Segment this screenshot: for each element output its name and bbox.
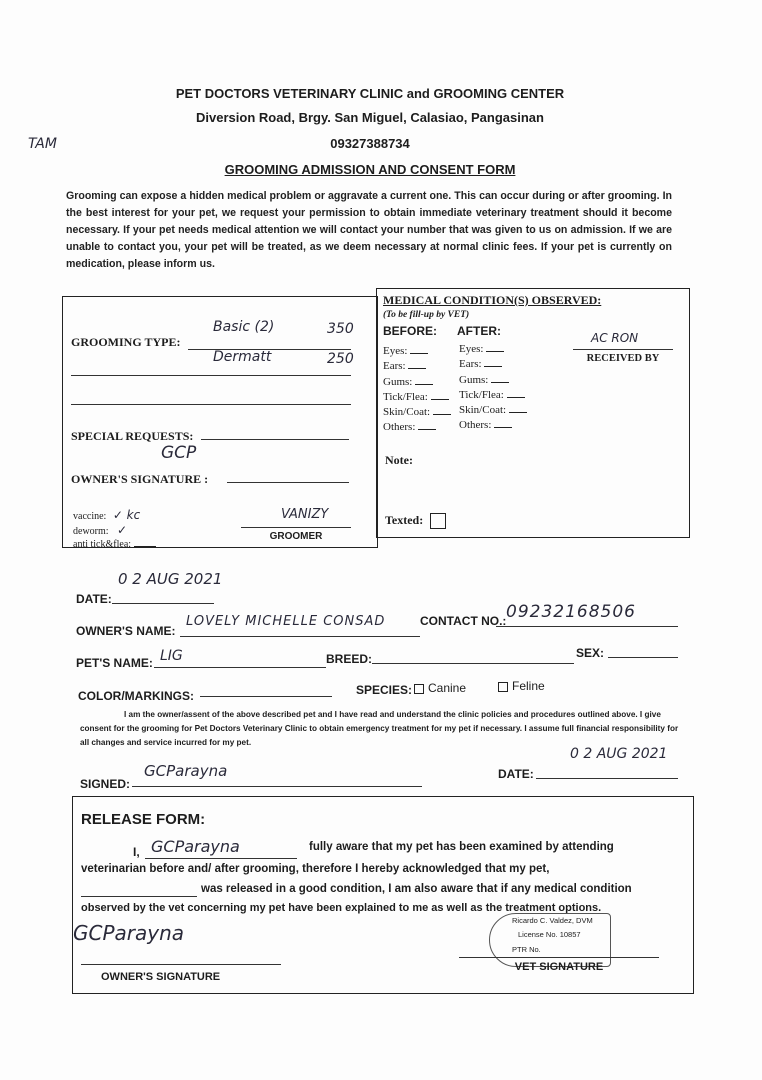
species-label: SPECIES: [356, 683, 413, 697]
grooming-box [62, 296, 378, 548]
groomer-signature: VANIZY [281, 507, 329, 522]
species-feline-option[interactable] [498, 679, 545, 693]
after-skin: Skin/Coat: [459, 403, 527, 418]
clinic-name: PET DOCTORS VETERINARY CLINIC and GROOMING CENTER [175, 86, 565, 101]
release-line4: observed by the vet concerning my pet have been explained to me as well as the treatment options. [81, 902, 602, 914]
owner-initials: GCP [161, 443, 197, 463]
contact-label: CONTACT NO.: [420, 614, 507, 628]
date-value: 0 2 AUG 2021 [118, 570, 223, 588]
antitick-label: anti tick&flea: [73, 539, 132, 550]
after-tick: Tick/Flea: [459, 388, 527, 403]
vaccine-row [73, 508, 140, 522]
texted-label: Texted: [385, 513, 424, 527]
canine-label: Canine [428, 681, 467, 695]
before-tick: Tick/Flea: [383, 390, 451, 405]
owner-name-label: OWNER'S NAME: [76, 624, 176, 638]
deworm-label: deworm: [73, 526, 109, 537]
release-i-label: I, [133, 845, 140, 859]
release-line3: was released in a good condition, I am also aware that if any medical condition [201, 883, 632, 895]
after-eyes: Eyes: [459, 342, 527, 357]
received-by-signature: AC RON [591, 331, 639, 345]
before-eyes: Eyes: [383, 344, 451, 359]
signed-date-label: DATE: [498, 767, 534, 781]
texted-checkbox[interactable] [430, 513, 446, 529]
special-requests-label: SPECIAL REQUESTS: [71, 429, 194, 443]
release-form-box [72, 796, 694, 994]
date-label: DATE: [76, 592, 112, 606]
consent-paragraph: I am the owner/assent of the above described pet and I have read and understand the clinic policies and procedures outlined above. I give consent for the grooming for Pet Doctors Veterinary Clinic to obtain emergency treatment for my pet if necessary. I assume full financial responsibility for all changes and service incurred for my pet. [80, 710, 679, 747]
antitick-row [73, 538, 156, 550]
before-conditions [383, 344, 451, 436]
grooming-type-label: GROOMING TYPE: [71, 335, 181, 349]
medical-condition-box [376, 288, 690, 538]
breed-label: BREED: [326, 652, 373, 666]
clinic-address: Diversion Road, Brgy. San Miguel, Calasiao, Pangasinan [196, 110, 544, 125]
groomer-label: GROOMER [269, 531, 323, 542]
after-conditions [459, 342, 527, 434]
sex-label: SEX: [576, 646, 605, 660]
canine-checkbox[interactable] [414, 684, 424, 694]
before-ears: Ears: [383, 359, 451, 374]
release-name-value: GCParayna [151, 837, 240, 856]
after-label: AFTER: [457, 324, 501, 338]
stamp-ptr: PTR No. [512, 945, 541, 954]
before-others: Others: [383, 420, 451, 435]
contact-value: 09232168506 [506, 602, 636, 622]
after-gums: Gums: [459, 373, 527, 388]
clinic-phone: 09327388734 [330, 136, 410, 151]
stamp-name: Ricardo C. Valdez, DVM [512, 916, 593, 925]
release-line1: fully aware that my pet has been examined by attending [309, 841, 614, 853]
deworm-value: ✓ [117, 523, 128, 537]
release-owner-signature: GCParayna [73, 921, 185, 945]
release-owner-signature-label: OWNER'S SIGNATURE [101, 971, 221, 983]
species-canine-option[interactable] [414, 681, 466, 695]
grooming-item-2: Dermatt [213, 349, 272, 365]
note-label: Note: [385, 453, 413, 467]
before-skin: Skin/Coat: [383, 405, 451, 420]
intro-paragraph: Grooming can expose a hidden medical problem or aggravate a current one. This can occur during or after grooming. In the best interest for your pet, we request your permission to obtain immediate veterinary treatment should it become necessary. If your pet needs medical attention we will contact your number that was given to us on admission. If we are unable to contact you, your pet will be treated, as we deem necessary at normal clinic fees. If your pet is currently on medication, please inform us. [66, 190, 672, 270]
vet-stamp [489, 913, 611, 967]
before-label: BEFORE: [383, 324, 437, 338]
deworm-row [73, 523, 127, 537]
vaccine-value: ✓ kc [112, 508, 141, 522]
stamp-license: License No. 10857 [518, 930, 581, 939]
received-by-label: RECEIVED BY [586, 353, 660, 364]
after-ears: Ears: [459, 357, 527, 372]
owner-signature-label: OWNER'S SIGNATURE : [71, 472, 209, 486]
feline-label: Feline [512, 679, 545, 693]
vaccine-label: vaccine: [73, 511, 107, 522]
signed-label: SIGNED: [80, 777, 131, 791]
medical-subtitle: (To be fill-up by VET) [383, 310, 470, 320]
grooming-price-1: 350 [327, 321, 354, 337]
before-gums: Gums: [383, 375, 451, 390]
pet-name-label: PET'S NAME: [76, 656, 153, 670]
texted-row [385, 513, 446, 529]
grooming-item-1: Basic (2) [213, 319, 275, 335]
owner-name-value: LOVELY MICHELLE CONSAD [186, 614, 386, 629]
margin-note: TAM [28, 136, 57, 152]
signed-value: GCParayna [144, 762, 228, 780]
medical-title: MEDICAL CONDITION(S) OBSERVED: [383, 293, 602, 307]
signed-date-value: 0 2 AUG 2021 [570, 746, 668, 762]
release-title: RELEASE FORM: [81, 811, 206, 828]
color-label: COLOR/MARKINGS: [78, 689, 194, 703]
grooming-price-2: 250 [327, 351, 354, 367]
form-title: GROOMING ADMISSION AND CONSENT FORM [224, 162, 516, 177]
pet-name-value: LIG [160, 648, 183, 664]
after-others: Others: [459, 418, 527, 433]
vet-signature-label: VET SIGNATURE [514, 961, 604, 973]
feline-checkbox[interactable] [498, 682, 508, 692]
release-line2: veterinarian before and/ after grooming, therefore I hereby acknowledged that my pet, [81, 863, 550, 875]
